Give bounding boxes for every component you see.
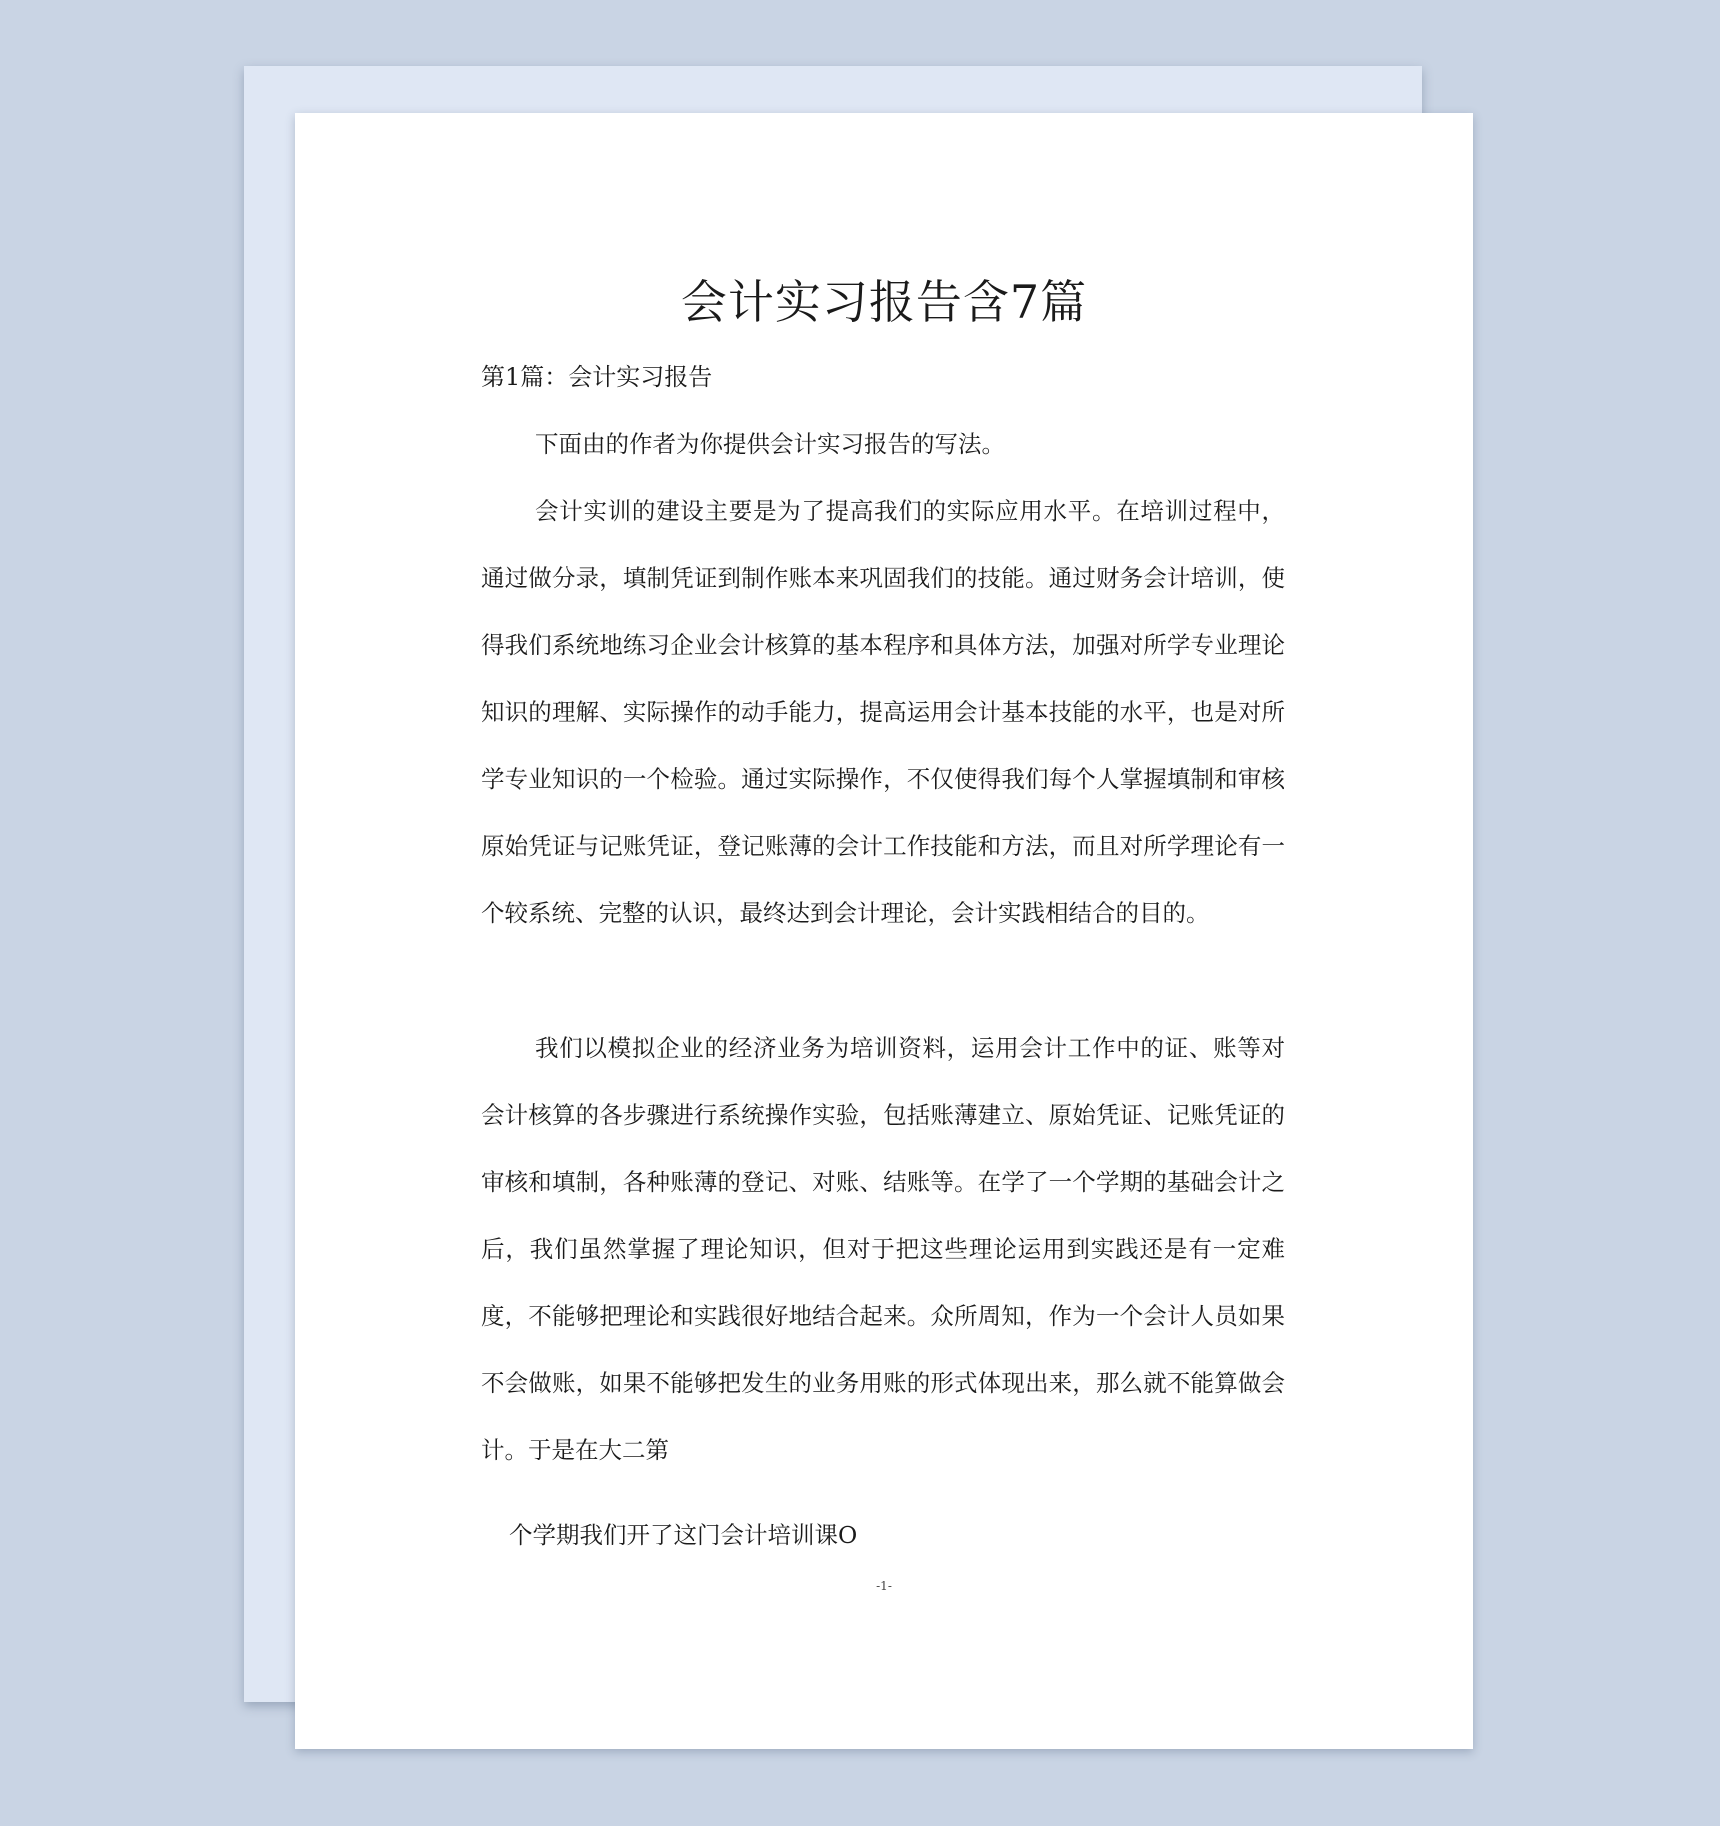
intro-paragraph: 下面由的作者为你提供会计实习报告的写法。 bbox=[535, 430, 1005, 458]
document-page bbox=[295, 113, 1473, 1749]
document-title: 会计实习报告含7篇 bbox=[680, 275, 1088, 329]
continuation-line: 个学期我们开了这门会计培训课O bbox=[509, 1521, 858, 1549]
page-number: -1- bbox=[876, 1579, 892, 1593]
body-paragraph-2: 我们以模拟企业的经济业务为培训资料，运用会计工作中的证、账等对会计核算的各步骤进行系统操作实验，包括账薄建立、原始凭证、记账凭证的审核和填制，各种账薄的登记、对账、结账等。在学了一个学期的基础会计之后，我们虽然掌握了理论知识，但对于把这些理论运用到实践还是有一定难度，不能够把理论和实践很好地结合起来。众所周知，作为一个会计人员如果不会做账，如果不能够把发生的业务用账的形式体现出来，那么就不能算做会计。于是在大二第 bbox=[481, 1034, 1285, 1464]
body-paragraph-1: 会计实训的建设主要是为了提高我们的实际应用水平。在培训过程中，通过做分录，填制凭证到制作账本来巩固我们的技能。通过财务会计培训，使得我们系统地练习企业会计核算的基本程序和具体方法，加强对所学专业理论知识的理解、实际操作的动手能力，提高运用会计基本技能的水平，也是对所学专业知识的一个检验。通过实际操作，不仅使得我们每个人掌握填制和审核原始凭证与记账凭证，登记账薄的会计工作技能和方法，而且对所学理论有一个较系统、完整的认识，最终达到会计理论，会计实践相结合的目的。 bbox=[481, 497, 1285, 927]
section-heading: 第1篇：会计实习报告 bbox=[481, 363, 713, 391]
